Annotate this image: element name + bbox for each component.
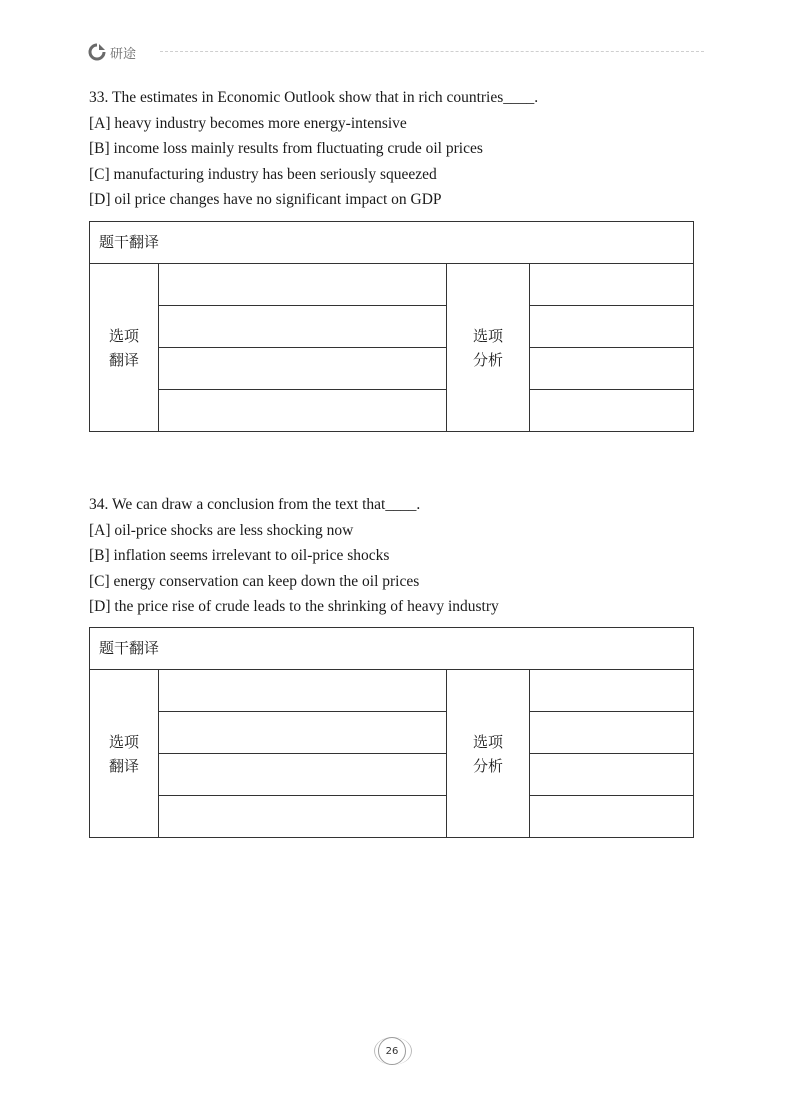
option-b: [B] income loss mainly results from fluctuating crude oil prices bbox=[89, 140, 483, 157]
translation-cell[interactable] bbox=[159, 754, 446, 796]
translation-table-body bbox=[90, 670, 693, 837]
brand-logo-text: 研途 bbox=[110, 46, 137, 62]
option-a: [A] oil-price shocks are less shocking now bbox=[89, 521, 354, 539]
option-b: [B] inflation seems irrelevant to oil-price shocks bbox=[89, 547, 390, 564]
translation-cells bbox=[159, 264, 446, 431]
option-c: [C] energy conservation can keep down the oil prices bbox=[89, 572, 420, 590]
translation-cell[interactable] bbox=[159, 306, 446, 348]
translation-table-33 bbox=[89, 221, 694, 432]
page-number: 26 bbox=[378, 1037, 406, 1065]
brand-logo bbox=[88, 42, 136, 62]
analysis-cell[interactable] bbox=[529, 796, 693, 837]
analysis-cell[interactable] bbox=[529, 306, 693, 348]
analysis-cells bbox=[529, 670, 693, 837]
translation-table-34 bbox=[89, 627, 694, 838]
translation-cell[interactable] bbox=[159, 390, 446, 431]
translation-cell[interactable] bbox=[159, 264, 446, 306]
analysis-cell[interactable] bbox=[529, 264, 693, 306]
option-translation-label: 选项 翻译 bbox=[90, 264, 159, 431]
header-divider bbox=[160, 51, 704, 52]
translation-cell[interactable] bbox=[159, 712, 446, 754]
analysis-cell[interactable] bbox=[529, 754, 693, 796]
analysis-cell[interactable] bbox=[529, 712, 693, 754]
option-c: [C] manufacturing industry has been seriously squeezed bbox=[89, 165, 437, 183]
analysis-cell[interactable] bbox=[529, 348, 693, 390]
question-stem: 34. We can draw a conclusion from the text that____. bbox=[89, 496, 421, 513]
translation-cells bbox=[159, 670, 446, 837]
translation-table-body bbox=[90, 264, 693, 431]
option-d: [D] the price rise of crude leads to the shrinking of heavy industry bbox=[89, 598, 499, 615]
question-33 bbox=[89, 85, 709, 213]
option-analysis-label: 选项 分析 bbox=[446, 670, 530, 837]
option-a: [A] heavy industry becomes more energy-intensive bbox=[89, 114, 407, 132]
translation-cell[interactable] bbox=[159, 670, 446, 712]
stem-translation-header: 题干翻译 bbox=[90, 222, 693, 264]
option-translation-label: 选项 翻译 bbox=[90, 670, 159, 837]
analysis-cell[interactable] bbox=[529, 670, 693, 712]
translation-cell[interactable] bbox=[159, 348, 446, 390]
translation-cell[interactable] bbox=[159, 796, 446, 837]
page-header bbox=[88, 42, 704, 62]
stem-translation-header: 题干翻译 bbox=[90, 628, 693, 670]
question-stem: 33. The estimates in Economic Outlook show that in rich countries____. bbox=[89, 89, 539, 106]
option-d: [D] oil price changes have no significant impact on GDP bbox=[89, 191, 442, 208]
brand-logo-icon bbox=[88, 43, 106, 61]
question-34 bbox=[89, 492, 709, 620]
analysis-cell[interactable] bbox=[529, 390, 693, 431]
analysis-cells bbox=[529, 264, 693, 431]
option-analysis-label: 选项 分析 bbox=[446, 264, 530, 431]
